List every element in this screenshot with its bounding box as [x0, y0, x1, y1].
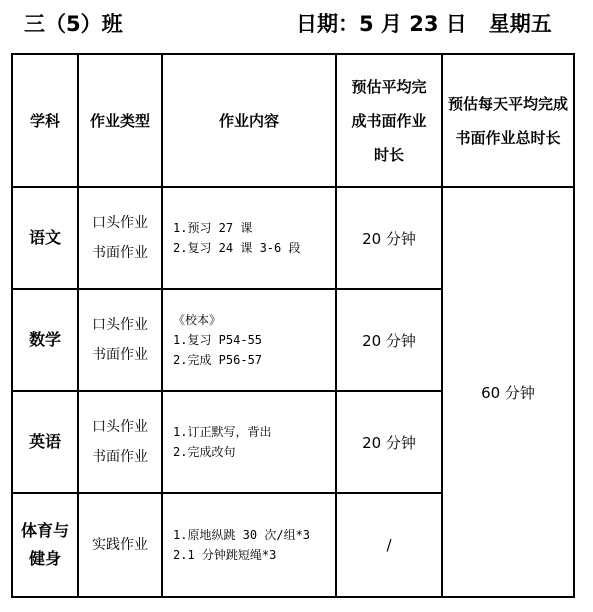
content-line: 1.原地纵跳 30 次/组*3: [173, 528, 311, 542]
duration-cell: 20 分钟: [336, 391, 442, 493]
type-cell: [78, 289, 162, 391]
content-line: 1.预习 27 课: [173, 221, 253, 235]
duration-cell: 20 分钟: [336, 289, 442, 391]
page-header: [0, 4, 593, 40]
table-row: [12, 187, 574, 289]
type-line: 口头作业: [92, 317, 148, 333]
subject-line: 体育与: [20, 521, 69, 540]
subject-line: 数学: [28, 330, 61, 349]
header-total-line: 书面作业总时长: [455, 128, 561, 147]
total-duration-cell: 60 分钟: [442, 187, 574, 597]
type-line: 书面作业: [92, 245, 148, 261]
type-line: 口头作业: [92, 215, 148, 231]
date-weekday: 日期：5 月 23 日 星期五: [296, 12, 552, 36]
header-content: 作业内容: [162, 54, 336, 187]
type-line: 实践作业: [92, 537, 148, 553]
content-line: 2.完成 P56-57: [173, 353, 263, 367]
subject-cell: [12, 493, 78, 597]
type-cell: [78, 493, 162, 597]
type-cell: [78, 187, 162, 289]
content-line: 《校本》: [173, 313, 222, 327]
duration-cell: /: [336, 493, 442, 597]
header-duration: [336, 54, 442, 187]
type-line: 书面作业: [92, 449, 148, 465]
homework-table: [11, 53, 575, 598]
header-total-line: 预估每天平均完成: [447, 94, 568, 113]
header-duration-line: 成书面作业: [351, 111, 427, 130]
content-line: 1.订正默写，背出: [173, 425, 272, 439]
content-line: 2.完成改句: [173, 445, 236, 459]
content-line: 1.复习 P54-55: [173, 333, 263, 347]
content-line: 2.1 分钟跳短绳*3: [173, 548, 277, 562]
class-name: 三（5）班: [24, 12, 123, 36]
subject-line: 语文: [28, 228, 61, 247]
content-cell: [162, 289, 336, 391]
subject-cell: [12, 391, 78, 493]
content-cell: [162, 391, 336, 493]
content-cell: [162, 493, 336, 597]
subject-line: 英语: [28, 432, 61, 451]
header-row: [12, 54, 574, 187]
header-duration-line: 预估平均完: [351, 77, 427, 96]
header-type: 作业类型: [78, 54, 162, 187]
type-cell: [78, 391, 162, 493]
header-duration-line: 时长: [373, 145, 404, 164]
type-line: 口头作业: [92, 419, 148, 435]
header-subject: 学科: [12, 54, 78, 187]
duration-cell: 20 分钟: [336, 187, 442, 289]
content-line: 2.复习 24 课 3-6 段: [173, 241, 301, 255]
content-cell: [162, 187, 336, 289]
subject-cell: [12, 187, 78, 289]
subject-line: 健身: [28, 549, 61, 568]
header-total: [442, 54, 574, 187]
subject-cell: [12, 289, 78, 391]
type-line: 书面作业: [92, 347, 148, 363]
